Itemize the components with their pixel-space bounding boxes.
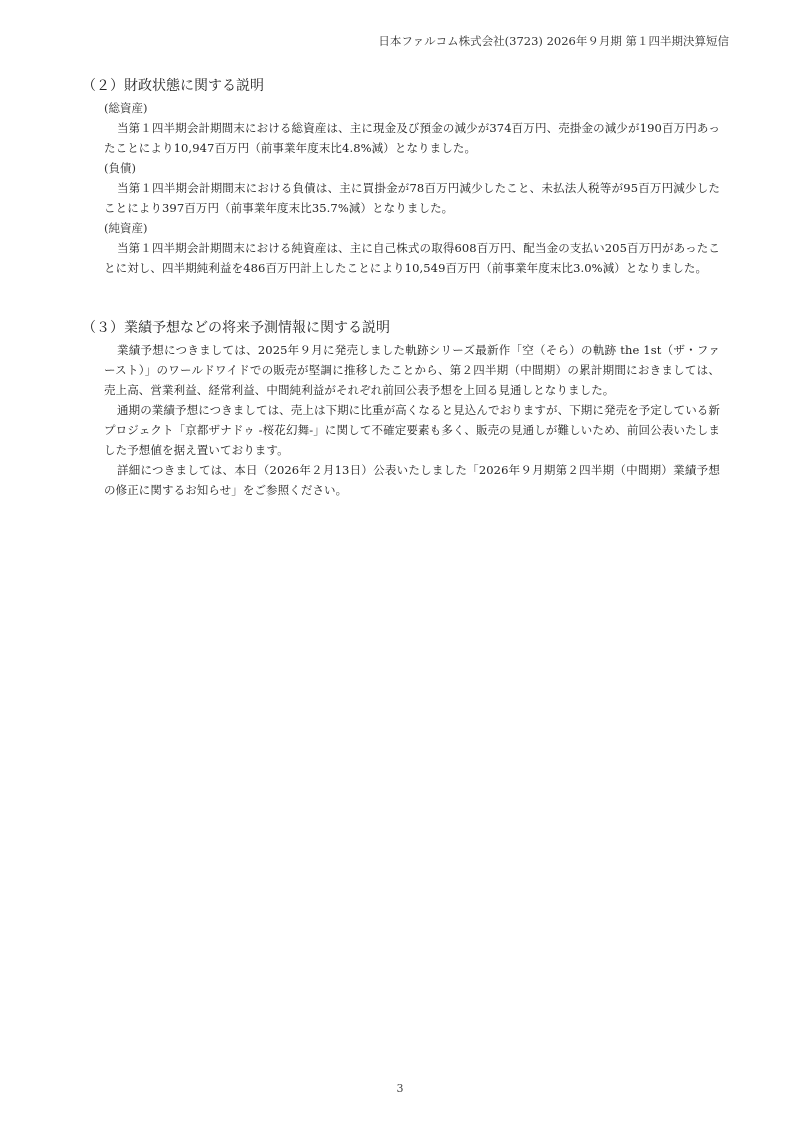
paragraph-net-assets: 当第１四半期会計期間末における純資産は、主に自己株式の取得608百万円、配当金の支払い205百万円があったことに対し、四半期純利益を486百万円計上したことにより10,549百万円（前事業年度末比3.0%減）となりました。 (104, 241, 720, 275)
page-number: 3 (396, 1082, 404, 1095)
section-title: （２）財政状態に関する説明 (82, 78, 264, 94)
paragraph-forecast-details: 詳細につきましては、本日（2026年２月13日）公表いたしました「2026年９月期第２四半期（中間期）業績予想の修正に関するお知らせ」をご参照ください。 (104, 463, 720, 497)
section-title: （３）業績予想などの将来予測情報に関する説明 (82, 320, 390, 336)
paragraph-liabilities: 当第１四半期会計期間末における負債は、主に買掛金が78百万円減少したこと、未払法人税等が95百万円減少したことにより397百万円（前事業年度末比35.7%減）となりました。 (104, 181, 720, 215)
paragraph-forecast-q2: 業績予想につきましては、2025年９月に発売しました軌跡シリーズ最新作「空（そら）の軌跡 the 1st（ザ・ファースト）」のワールドワイドでの販売が堅調に推移したことから、第２四半期（中間期）の累計期間におきましては、売上高、営業利益、経常利益、中間純利益がそれぞれ前回公表予想を上回る見通しとなりました。 (104, 343, 720, 397)
section-forecast (82, 318, 732, 500)
section-financial-position (82, 76, 732, 278)
subheading-net-assets: (純資産) (104, 221, 148, 235)
subheading-liabilities: (負債) (104, 161, 136, 175)
paragraph-forecast-fullyear: 通期の業績予想につきましては、売上は下期に比重が高くなると見込んでおりますが、下期に発売を予定している新プロジェクト「京都ザナドゥ -桜花幻舞-」に関して不確定要素も多く、販売の見通しが難しいため、前回公表いたしました予想値を据え置いております。 (104, 403, 720, 457)
document-header: 日本ファルコム株式会社(3723) 2026年９月期 第１四半期決算短信 (378, 34, 729, 48)
paragraph-total-assets: 当第１四半期会計期間末における総資産は、主に現金及び預金の減少が374百万円、売掛金の減少が190百万円あったことにより10,947百万円（前事業年度末比4.8%減）となりました。 (104, 121, 720, 155)
subheading-total-assets: (総資産) (104, 101, 148, 115)
